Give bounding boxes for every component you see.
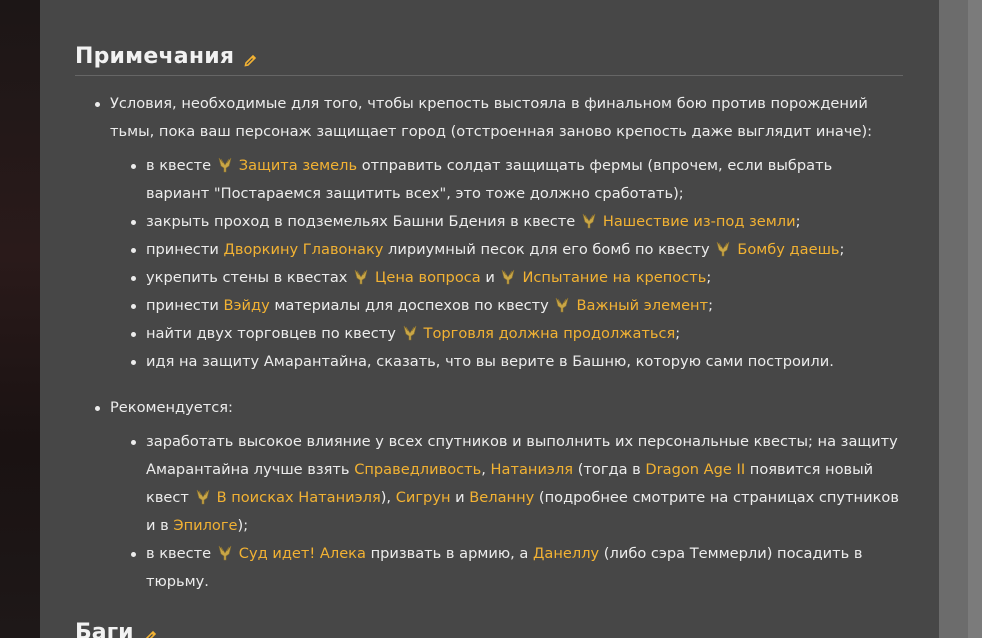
background-left [0,0,40,638]
character-link[interactable]: Натаниэля [490,461,574,478]
quest-griffon-icon [501,268,515,285]
section-title: Примечания [75,44,235,69]
text: и [480,269,495,286]
text: материалы для доспехов по квесту [269,297,549,314]
pencil-icon[interactable] [144,629,158,638]
quest-griffon-icon [218,544,232,561]
list-item [110,394,900,596]
text: (подробнее смотрите на страницах спутников и в [146,489,899,534]
quest-link[interactable]: Цена вопроса [375,269,481,286]
text: лириумный песок для его бомб по квесту [383,241,710,258]
text: (тогда в [573,461,646,478]
sub-item [146,348,900,376]
notes-list [110,90,900,376]
section-title: Баги [75,620,134,638]
quest-griffon-icon [218,156,232,173]
text: ; [708,297,714,314]
sub-item [146,292,900,320]
quest-griffon-icon [196,488,210,505]
text: , [481,461,491,478]
text: ; [839,241,845,258]
sub-list [146,428,900,596]
quest-link[interactable]: Суд идет! Алека [238,545,366,562]
quest-link[interactable]: Важный элемент [576,297,709,314]
character-link[interactable]: Вэйду [223,297,270,314]
epilogue-link[interactable]: Эпилоге [173,517,238,534]
text: отправить солдат защищать фермы (впрочем, если выбрать вариант "Постараемся защитить всех", это тоже должно сработать); [146,157,833,202]
sub-list [146,152,900,376]
quest-link[interactable]: Защита земель [238,157,358,174]
quest-link[interactable]: Нашествие из-под земли [602,213,796,230]
text: закрыть проход в подземельях Башни Бдения в квесте [146,213,576,230]
text: в квесте [146,157,212,174]
text: принести [146,297,224,314]
character-link[interactable]: Веланну [469,489,535,506]
recommend-list [110,394,900,596]
text: (либо сэра Теммерли) посадить в тюрьму. [146,545,863,590]
text: появится новый квест [146,461,874,506]
text: заработать высокое влияние у всех спутников и выполнить их персональные квесты; на защиту Амарантайна лучше взять [146,433,898,478]
list-item-text: Рекомендуется: [110,399,233,416]
quest-griffon-icon [582,212,596,229]
background-right [939,0,982,638]
quest-griffon-icon [354,268,368,285]
quest-link[interactable]: Бомбу даешь [737,241,840,258]
sub-item [146,540,900,596]
quest-link[interactable]: В поисках Натаниэля [216,489,381,506]
sub-item [146,152,900,208]
sub-item [146,428,900,540]
text: укрепить стены в квестах [146,269,348,286]
text: идя на защиту Амарантайна, сказать, что вы верите в Башню, которую сами построили. [146,353,834,370]
pencil-icon[interactable] [244,53,258,67]
quest-griffon-icon [403,324,417,341]
text: найти двух торговцев по квесту [146,325,396,342]
text: ); [237,517,249,534]
section-heading-notes [75,44,903,76]
sub-item [146,236,900,264]
text: ; [675,325,681,342]
character-link[interactable]: Справедливость [354,461,482,478]
character-link[interactable]: Дворкину Главонаку [223,241,384,258]
character-link[interactable]: Данеллу [533,545,600,562]
text: принести [146,241,224,258]
text: призвать в армию, а [365,545,533,562]
list-item [110,90,900,376]
list-item-text: Условия, необходимые для того, чтобы крепость выстояла в финальном бою против порождений тьмы, пока ваш персонаж защищает город (отстроенная заново крепость даже выглядит иначе): [110,95,873,140]
character-link[interactable]: Сигрун [395,489,451,506]
text: в квесте [146,545,212,562]
text: ; [706,269,712,286]
quest-link[interactable]: Торговля должна продолжаться [423,325,676,342]
quest-griffon-icon [716,240,730,257]
text: ), [380,489,396,506]
sub-item [146,208,900,236]
quest-griffon-icon [555,296,569,313]
quest-link[interactable]: Испытание на крепость [522,269,707,286]
game-link[interactable]: Dragon Age II [645,461,746,478]
section-heading-bugs [75,620,158,638]
article-content [40,0,939,638]
text: ; [795,213,801,230]
sub-item [146,320,900,348]
text: и [450,489,470,506]
sub-item [146,264,900,292]
scroll-gutter [939,0,968,638]
